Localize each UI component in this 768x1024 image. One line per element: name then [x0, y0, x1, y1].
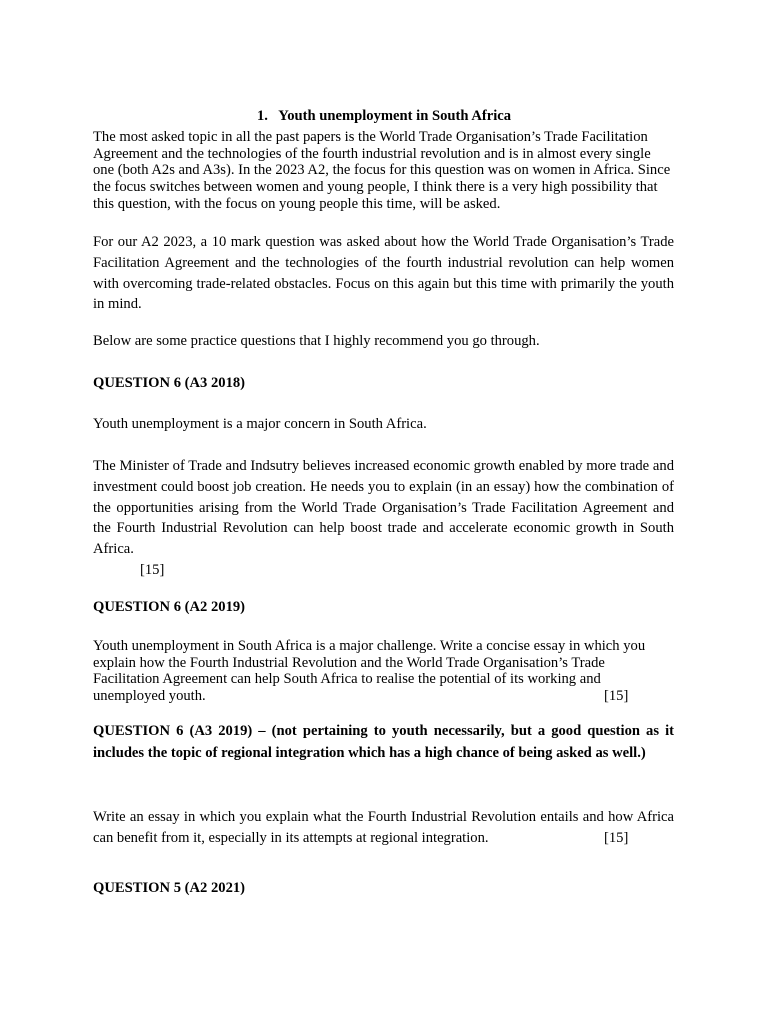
question-6-a3-2019-marks: [15] — [604, 830, 629, 846]
question-5-a2-2021-heading: QUESTION 5 (A2 2021) — [93, 880, 246, 896]
question-6-a2-2019-heading: QUESTION 6 (A2 2019) — [93, 599, 246, 615]
question-6-a3-2018-marks: [15] — [140, 562, 165, 578]
intro-paragraph-3: Below are some practice questions that I highly recommend you go through. — [93, 333, 540, 349]
question-6-a2-2019-body: Youth unemployment in South Africa is a major challenge. Write a concise essay in which you explain how the Fourth Industrial Revolution and the World Trade Organisation’s Trade Facilitation Agreement can help South Africa to realise the potential of its working and unemployed youth. — [93, 638, 646, 705]
question-6-a3-2019-heading: QUESTION 6 (A3 2019) – (not pertaining to youth necessarily, but a good question as it includes the topic of regional integration which has a high chance of being asked as well.) — [93, 723, 674, 761]
question-6-a2-2019-marks: [15] — [604, 688, 629, 704]
intro-paragraph-1: The most asked topic in all the past papers is the World Trade Organisation’s Trade Facilitation Agreement and the technologies of the fourth industrial revolution and is in almost every single one (both A2s and A3s). In the 2023 A2, the focus for this question was on women in Africa. Since the focus switches between women and young people, I think there is a very high possibility that this question, with the focus on young people this time, will be asked. — [93, 129, 671, 212]
question-6-a3-2018-heading: QUESTION 6 (A3 2018) — [93, 375, 246, 391]
question-6-a3-2019-body: Write an essay in which you explain what the Fourth Industrial Revolution entails and how Africa can benefit from it, especially in its attempts at regional integration. — [93, 809, 674, 846]
question-6-a3-2018-body: The Minister of Trade and Indsutry believes increased economic growth enabled by more trade and investment could boost job creation. He needs you to explain (in an essay) how the combination of the opportunities arising from the World Trade Organisation’s Trade Facilitation Agreement and the Fourth Industrial Revolution can help boost trade and accelerate economic growth in South Africa. — [93, 458, 674, 558]
question-6-a3-2018-intro: Youth unemployment is a major concern in South Africa. — [93, 416, 427, 432]
intro-paragraph-2: For our A2 2023, a 10 mark question was asked about how the World Trade Organisation’s Trade Facilitation Agreement and the technologies of the fourth industrial revolution can help women with overcoming trade-related obstacles. Focus on this again but this time with primarily the youth in mind. — [93, 234, 674, 313]
section-title: 1. Youth unemployment in South Africa — [256, 107, 512, 124]
